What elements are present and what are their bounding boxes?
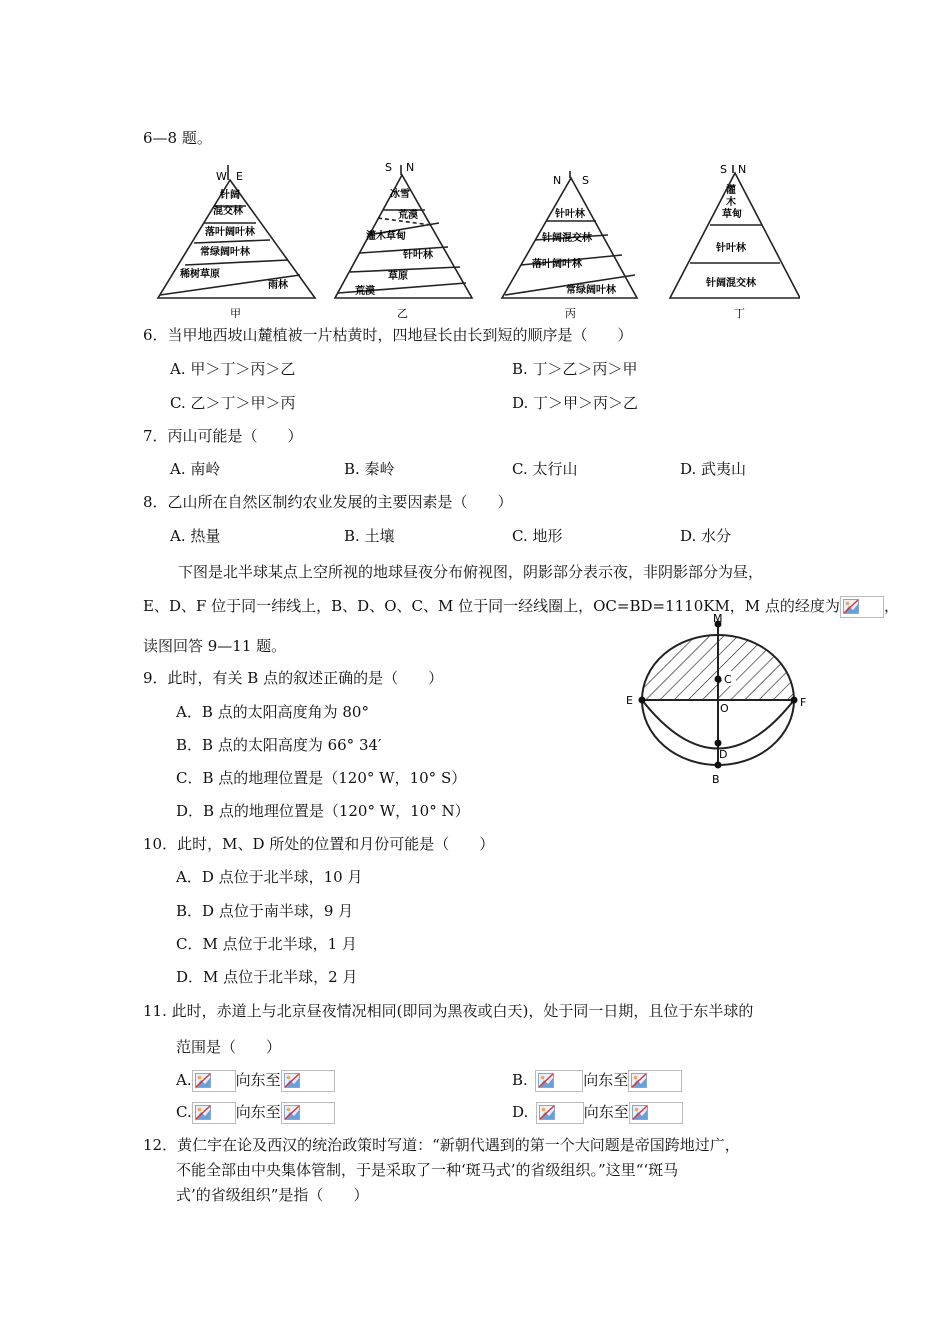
bing-zone-1: 针叶林 bbox=[555, 209, 585, 220]
ding-zone-1c: 草甸 bbox=[722, 209, 742, 220]
broken-image-icon bbox=[843, 599, 859, 614]
ding-zone-1b: 木 bbox=[726, 197, 736, 208]
yi-zone-2: 荒漠 bbox=[398, 210, 418, 221]
broken-image-icon bbox=[284, 1105, 300, 1120]
yi-zone-6: 荒漠 bbox=[355, 286, 375, 297]
label-O: O bbox=[720, 702, 729, 715]
q9-option-b[interactable]: B．B 点的太阳高度为 66° 34′ bbox=[176, 736, 382, 754]
q11-stem-2: 范围是（ ） bbox=[176, 1038, 282, 1056]
ding-zone-1a: 灌 bbox=[726, 185, 736, 196]
q8-stem: 8．乙山所在自然区制约农业发展的主要因素是（ ） bbox=[143, 493, 513, 511]
image-placeholder bbox=[628, 1070, 682, 1092]
jia-zone-3: 常绿阔叶林 bbox=[200, 247, 250, 258]
q11-option-b-mid: 向东至 bbox=[583, 1071, 629, 1089]
q10-stem: 10．此时，M、D 所处的位置和月份可能是（ ） bbox=[143, 835, 495, 853]
label-D: D bbox=[719, 748, 728, 761]
jia-dir-left: W bbox=[216, 170, 227, 183]
yi-zone-4: 针叶林 bbox=[403, 250, 433, 261]
label-E: E bbox=[626, 694, 633, 707]
q11-option-a[interactable] bbox=[176, 1070, 335, 1092]
broken-image-icon bbox=[195, 1105, 211, 1120]
q11-option-b[interactable] bbox=[512, 1070, 682, 1092]
image-placeholder bbox=[192, 1070, 236, 1092]
q7-option-d[interactable]: D. 武夷山 bbox=[680, 460, 747, 478]
bing-name: 丙 bbox=[565, 307, 576, 320]
bing-dir-right: S bbox=[582, 174, 589, 187]
q6-option-b[interactable]: B. 丁＞乙＞丙＞甲 bbox=[512, 360, 638, 378]
q9-option-c[interactable]: C．B 点的地理位置是（120° W，10° S） bbox=[176, 769, 467, 787]
bing-dir-left: N bbox=[553, 174, 562, 187]
q11-option-b-label: B. bbox=[512, 1071, 528, 1089]
q8-option-a[interactable]: A. 热量 bbox=[170, 527, 221, 545]
jia-name: 甲 bbox=[230, 307, 241, 320]
passage-line-1: 下图是北半球某点上空所视的地球昼夜分布俯视图，阴影部分表示夜，非阴影部分为昼， bbox=[178, 563, 764, 581]
section-intro: 6—8 题。 bbox=[143, 129, 212, 147]
ding-name: 丁 bbox=[734, 307, 745, 320]
q8-option-b[interactable]: B. 土壤 bbox=[344, 527, 395, 545]
passage-line-2-end: ， bbox=[883, 597, 899, 615]
jia-zone-5: 雨林 bbox=[268, 280, 288, 291]
label-F: F bbox=[800, 696, 807, 709]
passage-line-2-text: E、D、F 位于同一纬线上，B、D、O、C、M 位于同一经线圈上，OC=BD=1110KM，M 点的经度为 bbox=[143, 597, 840, 615]
longitude-image-placeholder bbox=[840, 596, 884, 618]
q11-option-d-mid: 向东至 bbox=[583, 1103, 629, 1121]
q7-stem: 7．丙山可能是（ ） bbox=[143, 427, 303, 445]
q12-line-3: 式’的省级组织”是指（ ） bbox=[176, 1186, 369, 1204]
yi-name: 乙 bbox=[397, 307, 408, 320]
yi-zone-1: 冰雪 bbox=[390, 189, 410, 200]
q11-option-c[interactable] bbox=[176, 1102, 335, 1124]
q7-option-b[interactable]: B. 秦岭 bbox=[344, 460, 395, 478]
jia-zone-1: 针阔 bbox=[220, 190, 240, 201]
q7-option-c[interactable]: C. 太行山 bbox=[512, 460, 578, 478]
q10-option-b[interactable]: B．D 点位于南半球，9 月 bbox=[176, 902, 354, 920]
q6-option-c[interactable]: C. 乙＞丁＞甲＞丙 bbox=[170, 394, 296, 412]
q12-line-1: 12．黄仁宇在论及西汉的统治政策时写道：“新朝代遇到的第一个大问题是帝国跨地过广， bbox=[143, 1136, 740, 1154]
q10-option-c[interactable]: C．M 点位于北半球，1 月 bbox=[176, 935, 357, 953]
q6-option-a[interactable]: A. 甲＞丁＞丙＞乙 bbox=[170, 360, 296, 378]
yi-dir-right: N bbox=[406, 161, 415, 174]
yi-zone-3: 灌木草甸 bbox=[366, 231, 406, 242]
q6-stem: 6．当甲地西坡山麓植被一片枯黄时，四地昼长由长到短的顺序是（ ） bbox=[143, 326, 633, 344]
broken-image-icon bbox=[195, 1073, 211, 1088]
q11-option-c-label: C. bbox=[176, 1103, 192, 1121]
broken-image-icon bbox=[632, 1105, 648, 1120]
jia-zone-4: 稀树草原 bbox=[180, 269, 220, 280]
q7-option-a[interactable]: A. 南岭 bbox=[170, 460, 221, 478]
q11-option-d[interactable] bbox=[512, 1102, 683, 1124]
q12-line-2: 不能全部由中央集体管制，于是采取了一种‘斑马式’的省级组织。”这里“‘斑马 bbox=[176, 1161, 679, 1179]
image-placeholder bbox=[281, 1102, 335, 1124]
yi-dir-left: S bbox=[385, 161, 392, 174]
label-C: C bbox=[724, 673, 732, 686]
image-placeholder bbox=[192, 1102, 236, 1124]
bing-zone-2: 针阔混交林 bbox=[542, 233, 592, 244]
q6-option-d[interactable]: D. 丁＞甲＞丙＞乙 bbox=[512, 394, 639, 412]
yi-zone-5: 草原 bbox=[388, 271, 408, 282]
mountain-vegetation-diagram bbox=[150, 155, 800, 325]
day-night-globe-diagram bbox=[620, 612, 820, 787]
broken-image-icon bbox=[284, 1073, 300, 1088]
jia-dir-right: E bbox=[236, 170, 243, 183]
q9-option-d[interactable]: D．B 点的地理位置是（120° W，10° N） bbox=[176, 802, 470, 820]
label-B: B bbox=[712, 773, 720, 786]
ding-zone-3: 针阔混交林 bbox=[706, 278, 756, 289]
image-placeholder bbox=[536, 1102, 584, 1124]
q11-option-d-label: D. bbox=[512, 1103, 529, 1121]
bing-zone-4: 常绿阔叶林 bbox=[566, 285, 616, 296]
image-placeholder bbox=[281, 1070, 335, 1092]
q10-option-d[interactable]: D．M 点位于北半球，2 月 bbox=[176, 968, 358, 986]
q11-option-c-mid: 向东至 bbox=[235, 1103, 281, 1121]
jia-zone-1b: 混交林 bbox=[213, 206, 243, 217]
broken-image-icon bbox=[539, 1105, 555, 1120]
q11-option-a-label: A. bbox=[176, 1071, 192, 1089]
q8-option-c[interactable]: C. 地形 bbox=[512, 527, 563, 545]
broken-image-icon bbox=[631, 1073, 647, 1088]
q10-option-a[interactable]: A．D 点位于北半球，10 月 bbox=[176, 868, 363, 886]
q9-option-a[interactable]: A．B 点的太阳高度角为 80° bbox=[176, 703, 369, 721]
ding-dir-right: N bbox=[738, 163, 747, 176]
ding-dir-left: S bbox=[720, 163, 727, 176]
passage-line-3: 读图回答 9—11 题。 bbox=[143, 637, 287, 655]
image-placeholder bbox=[629, 1102, 683, 1124]
jia-zone-2: 落叶阔叶林 bbox=[205, 227, 255, 238]
label-M: M bbox=[713, 612, 723, 625]
q11-stem: 11. 此时，赤道上与北京昼夜情况相同(即同为黑夜或白天)，处于同一日期，且位于东半球的 bbox=[143, 1002, 754, 1020]
ding-zone-2: 针叶林 bbox=[716, 243, 746, 254]
image-placeholder bbox=[535, 1070, 583, 1092]
q11-option-a-mid: 向东至 bbox=[235, 1071, 281, 1089]
q8-option-d[interactable]: D. 水分 bbox=[680, 527, 732, 545]
broken-image-icon bbox=[538, 1073, 554, 1088]
bing-zone-3: 落叶阔叶林 bbox=[532, 259, 582, 270]
q9-stem: 9．此时，有关 B 点的叙述正确的是（ ） bbox=[143, 669, 444, 687]
